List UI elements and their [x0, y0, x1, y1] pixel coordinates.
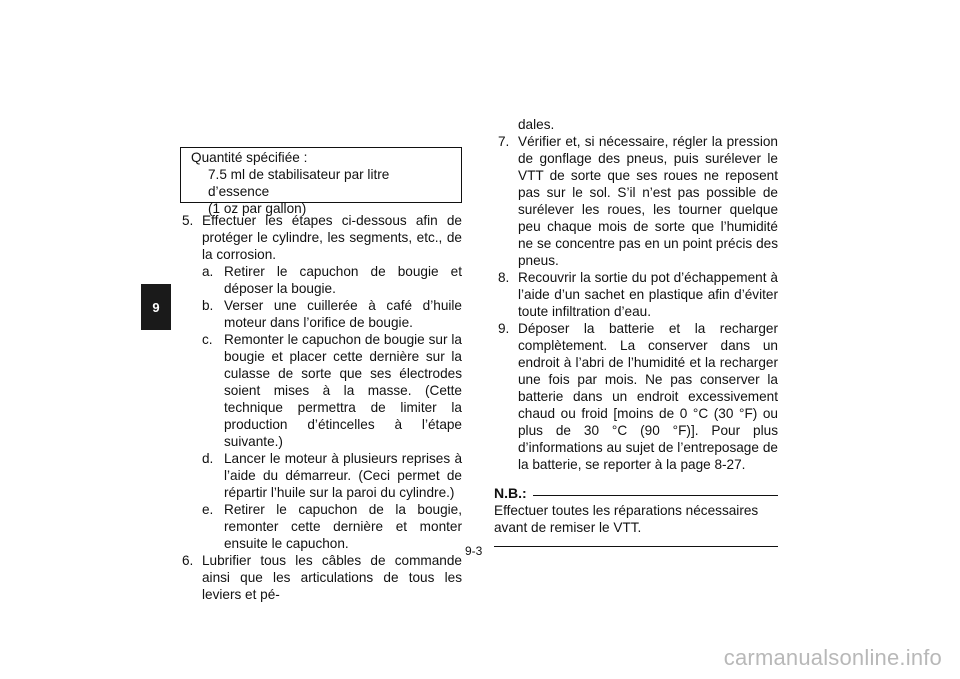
step-5	[180, 212, 462, 263]
substep-d	[200, 450, 462, 501]
substep-c	[200, 331, 462, 450]
step-6-continuation: dales.	[518, 117, 555, 132]
substep-marker: c.	[202, 332, 213, 347]
step-number: 6.	[182, 553, 194, 568]
step-6	[180, 552, 462, 603]
watermark: carmanualsonline.info	[723, 645, 942, 670]
spec-title: Quantité spécifiée :	[191, 150, 308, 165]
step-number: 7.	[498, 134, 510, 149]
step-text: Recouvrir la sortie du pot d’échappement à l’aide d’un sachet en plastique afin d’éviter toute infiltration d’eau.	[518, 270, 778, 319]
spec-value: 7.5 ml de stabilisateur par litre d’essence	[208, 167, 390, 199]
substep-marker: d.	[202, 451, 214, 466]
note-end-divider	[494, 546, 778, 547]
step-text: Vérifier et, si nécessaire, régler la pression de gonflage des pneus, puis surélever le VTT de sorte que ses roues ne reposent pas sur le sol. S’il n’est pas possible de surélever les roues, les tourner quelque peu chaque mois de sorte que l’humidité ne se concentre pas en un point précis des pneus.	[518, 134, 778, 268]
step-number: 9.	[498, 321, 510, 336]
step-9	[494, 320, 778, 473]
substep-text: Retirer le capuchon de bougie et déposer la bougie.	[224, 264, 462, 296]
substep-marker: a.	[202, 264, 214, 279]
substep-list	[180, 263, 462, 552]
substep-text: Lancer le moteur à plusieurs reprises à l’aide du démarreur. (Ceci permet de répartir l’huile sur la paroi du cylindre.)	[224, 451, 462, 500]
right-column	[494, 116, 778, 547]
substep-marker: b.	[202, 298, 214, 313]
substep-marker: e.	[202, 502, 214, 517]
note-divider	[533, 495, 778, 496]
page-number: 9-3	[465, 544, 483, 558]
note-text: Effectuer toutes les réparations nécessaires avant de remiser le VTT.	[494, 503, 759, 535]
substep-text: Verser une cuillerée à café d’huile moteur dans l’orifice de bougie.	[224, 298, 462, 330]
left-column	[180, 147, 462, 603]
substep-b	[200, 297, 462, 331]
substep-a	[200, 263, 462, 297]
step-text: Lubrifier tous les câbles de commande ainsi que les articulations de tous les leviers et pé-	[202, 553, 462, 602]
substep-text: Remonter le capuchon de bougie sur la bougie et placer cette dernière sur la culasse de sorte que ses électrodes soient mises à la masse. (Cette technique permettra de limiter la production d’étincelles à l’étape suivante.)	[224, 332, 462, 449]
chapter-tab: 9	[141, 284, 171, 330]
step-number: 8.	[498, 270, 510, 285]
note-label: N.B.:	[494, 485, 527, 501]
note-header	[494, 485, 778, 501]
step-8	[494, 269, 778, 320]
substep-e	[200, 501, 462, 552]
spec-value-imperial: (1 oz par gallon)	[208, 201, 307, 216]
specification-box	[180, 147, 462, 216]
step-text: Effectuer les étapes ci-dessous afin de protéger le cylindre, les segments, etc., de la corrosion.	[202, 213, 462, 262]
step-number: 5.	[182, 213, 194, 228]
step-7	[494, 133, 778, 269]
step-text: Déposer la batterie et la recharger complètement. La conserver dans un endroit à l’abri de l’humidité et la recharger une fois par mois. Ne pas conserver la batterie dans un endroit excessivement chaud ou froid [moins de 0 °C (30 °F) ou plus de 30 °C (90 °F)]. Pour plus d’informations au sujet de l’entreposage de la batterie, se reporter à la page 8-27.	[518, 321, 778, 472]
substep-text: Retirer le capuchon de la bougie, remonter cette dernière et monter ensuite le capuchon.	[224, 502, 462, 551]
